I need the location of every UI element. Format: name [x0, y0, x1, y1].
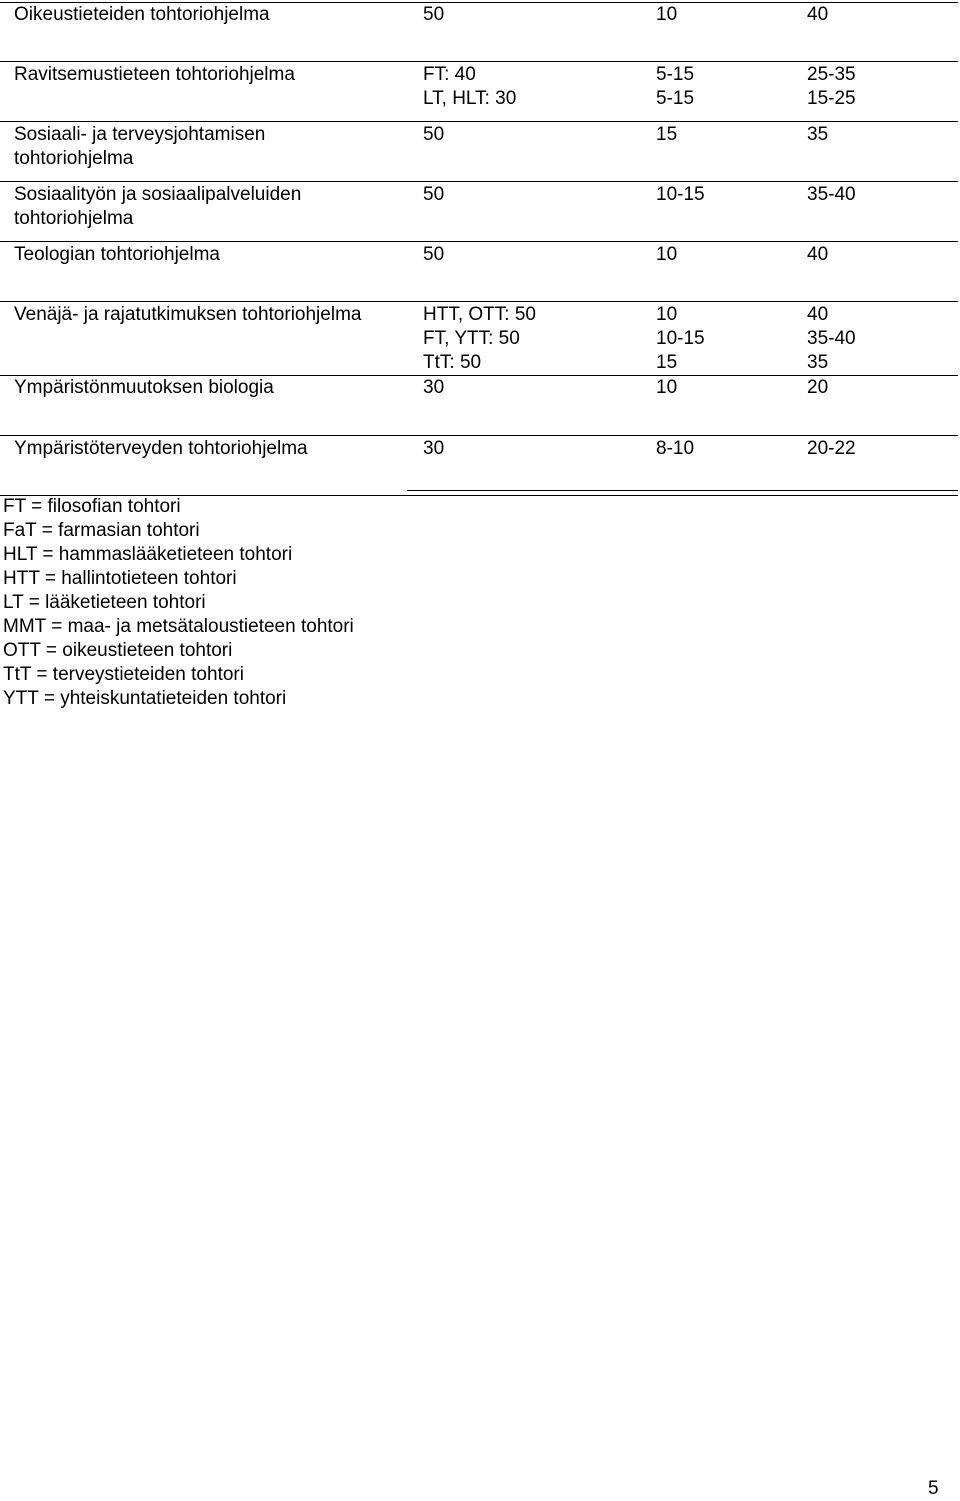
- value-col2: 30: [423, 438, 445, 459]
- value-col3: 10-15: [656, 184, 705, 205]
- value-col4: 35: [807, 124, 829, 145]
- value-col3: 15: [656, 124, 678, 145]
- value-col4: 40: [807, 4, 829, 25]
- table-rule: [0, 435, 958, 436]
- table-rule: [0, 181, 958, 182]
- page-number: 5: [928, 1478, 939, 1499]
- value-col3: 5-15 5-15: [656, 64, 695, 109]
- program-name: Teologian tohtoriohjelma: [14, 244, 220, 265]
- value-col3: 10: [656, 377, 678, 398]
- table-rule-short: [407, 490, 958, 491]
- legend-item: LT = lääketieteen tohtori: [3, 592, 206, 613]
- value-col2: 50: [423, 184, 445, 205]
- program-name: Ympäristöterveyden tohtoriohjelma: [14, 438, 308, 459]
- value-col3: 10: [656, 4, 678, 25]
- value-col4: 40 35-40 35: [807, 304, 856, 373]
- table-rule: [0, 121, 958, 122]
- abbreviation-legend: [3, 495, 354, 711]
- program-name: Oikeustieteiden tohtoriohjelma: [14, 4, 270, 25]
- legend-item: YTT = yhteiskuntatieteiden tohtori: [3, 688, 287, 709]
- value-col4: 35-40: [807, 184, 856, 205]
- value-col2: FT: 40 LT, HLT: 30: [423, 64, 517, 109]
- legend-item: FaT = farmasian tohtori: [3, 520, 200, 541]
- program-name: Sosiaalityön ja sosiaalipalveluiden tohtoriohjelma: [14, 184, 302, 229]
- legend-item: HLT = hammaslääketieteen tohtori: [3, 544, 293, 565]
- table-rule: [0, 301, 958, 302]
- legend-item: TtT = terveystieteiden tohtori: [3, 664, 244, 685]
- value-col4: 40: [807, 244, 829, 265]
- value-col2: 50: [423, 244, 445, 265]
- value-col2: HTT, OTT: 50 FT, YTT: 50 TtT: 50: [423, 304, 536, 373]
- legend-item: HTT = hallintotieteen tohtori: [3, 568, 237, 589]
- program-name: Ympäristönmuutoksen biologia: [14, 377, 274, 398]
- value-col4: 20-22: [807, 438, 856, 459]
- value-col2: 50: [423, 124, 445, 145]
- legend-item: FT = filosofian tohtori: [3, 496, 181, 517]
- value-col3: 10 10-15 15: [656, 304, 705, 373]
- legend-item: OTT = oikeustieteen tohtori: [3, 640, 233, 661]
- program-name: Ravitsemustieteen tohtoriohjelma: [14, 64, 295, 85]
- value-col3: 8-10: [656, 438, 695, 459]
- legend-item: MMT = maa- ja metsätaloustieteen tohtori: [3, 616, 354, 637]
- value-col2: 50: [423, 4, 445, 25]
- value-col4: 20: [807, 377, 829, 398]
- value-col3: 10: [656, 244, 678, 265]
- value-col4: 25-35 15-25: [807, 64, 856, 109]
- table-rule: [0, 61, 958, 62]
- table-rule: [0, 241, 958, 242]
- program-name: Sosiaali- ja terveysjohtamisen tohtoriohjelma: [14, 124, 266, 169]
- program-name: Venäjä- ja rajatutkimuksen tohtoriohjelma: [14, 304, 362, 325]
- value-col2: 30: [423, 377, 445, 398]
